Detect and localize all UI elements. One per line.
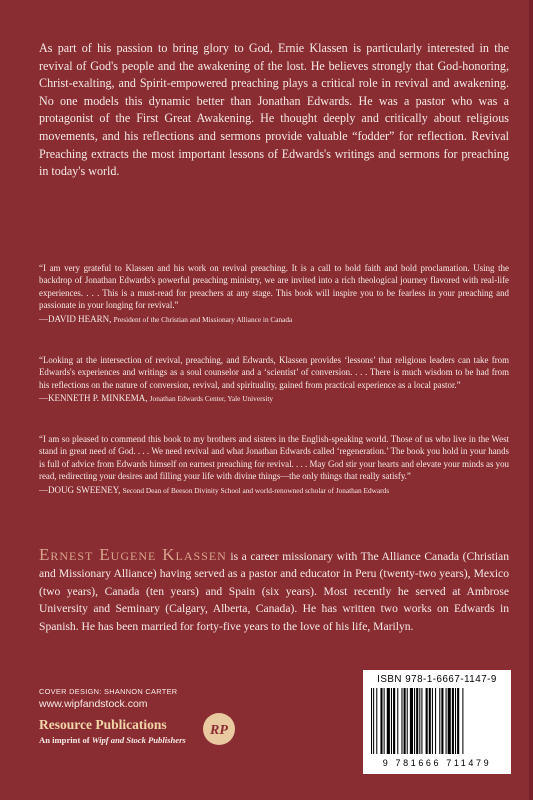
endorser-role: Second Dean of Beeson Divinity School and world-renowned scholar of Jonathan Edwards <box>122 485 390 495</box>
endorsement <box>39 354 509 406</box>
endorsement-quote: “Looking at the intersection of revival, preaching, and Edwards, Klassen provides ‘lessons’ that religious leaders can take from Edwards's experiences and writings as a soul counselor and a ‘scientist’ of conversion. . . . There is much wisdom to be had from his reflections on the nature of conversion, revival, and spirituality, gained from practical experience as a local pastor.” <box>39 355 509 390</box>
barcode-panel <box>363 670 511 774</box>
publisher-website: www.wipfandstock.com <box>39 698 148 710</box>
imprint-name: Wipf and Stock Publishers <box>91 735 186 745</box>
endorser-name: —DOUG SWEENEY, <box>39 484 121 495</box>
barcode-digits: 9 781666 711479 <box>382 758 492 768</box>
endorsement-attribution <box>39 313 509 326</box>
endorsement-attribution <box>39 484 509 497</box>
endorsement <box>39 262 509 326</box>
endorsement-quote: “I am very grateful to Klassen and his work on revival preaching. It is a call to bold faith and bold proclamation. Using the backdrop of Jonathan Edwards's powerful preaching ministry, we are invited into a rich theological journey flavored with real-life experiences. . . . This is a must-read for preachers at any stage. This book will inspire you to be fearless in your preaching and passionate in your longing for revival.” <box>39 263 509 311</box>
imprint-prefix: An imprint of <box>39 735 92 745</box>
endorsement-attribution <box>39 392 509 405</box>
publisher-name: Resource Publications <box>39 717 167 732</box>
back-cover-blurb: As part of his passion to bring glory to God, Ernie Klassen is particularly interested in the revival of God's people and the awakening of the lost. He believes strongly that God-honoring, Christ-exalting, and Spirit-empowered preaching plays a critical role in revival and awakening. No one models this dynamic better than Jonathan Edwards. He was a pastor who was a protagonist of the First Great Awakening. He thought deeply and critically about religious movements, and his reflections and sermons provide valuable “fodder” for reflection. Revival Preaching extracts the most important lessons of Edwards's writings and sermons for preaching in today's world. <box>39 41 509 179</box>
svg-text:RP: RP <box>210 723 228 738</box>
publisher-imprint <box>39 735 186 745</box>
endorsement <box>39 433 509 497</box>
publisher-logo-icon <box>202 712 236 746</box>
author-name: Ernest Eugene Klassen <box>39 545 227 564</box>
author-bio <box>39 546 509 635</box>
cover-design-credit: COVER DESIGN: SHANNON CARTER <box>39 687 178 696</box>
author-bio-text: is a career missionary with The Alliance Canada (Christian and Missionary Alliance) having served as a pastor and educator in Peru (twenty-two years), Mexico (two years), Canada (ten years) and Spain (six years). Most recently he served at Ambrose University and Seminary (Calgary, Alberta, Canada). He has written two works on Edwards in Spanish. He has been married for forty-five years to the love of his life, Marilyn. <box>39 550 509 633</box>
barcode-icon <box>369 688 505 756</box>
endorsement-quote: “I am so pleased to commend this book to my brothers and sisters in the English-speaking world. Those of us who live in the West stand in great need of God. . . . We need revival and what Jonathan Edwards called ‘regeneration.’ The book you hold in your hands is full of advice from Edwards himself on earnest preaching for revival. . . . May God stir your hearts and elevate your minds as you read, redirecting your desires and filling your life with divine things—the only things that really satisfy.” <box>39 434 509 482</box>
spine-edge <box>529 0 533 800</box>
endorser-name: —KENNETH P. MINKEMA, <box>39 393 148 404</box>
isbn-label: ISBN 978-1-6667-1147-9 <box>377 674 497 685</box>
endorser-name: —DAVID HEARN, <box>39 313 112 324</box>
endorser-role: Jonathan Edwards Center, Yale University <box>149 394 274 404</box>
endorser-role: President of the Christian and Missionary Alliance in Canada <box>113 314 293 324</box>
